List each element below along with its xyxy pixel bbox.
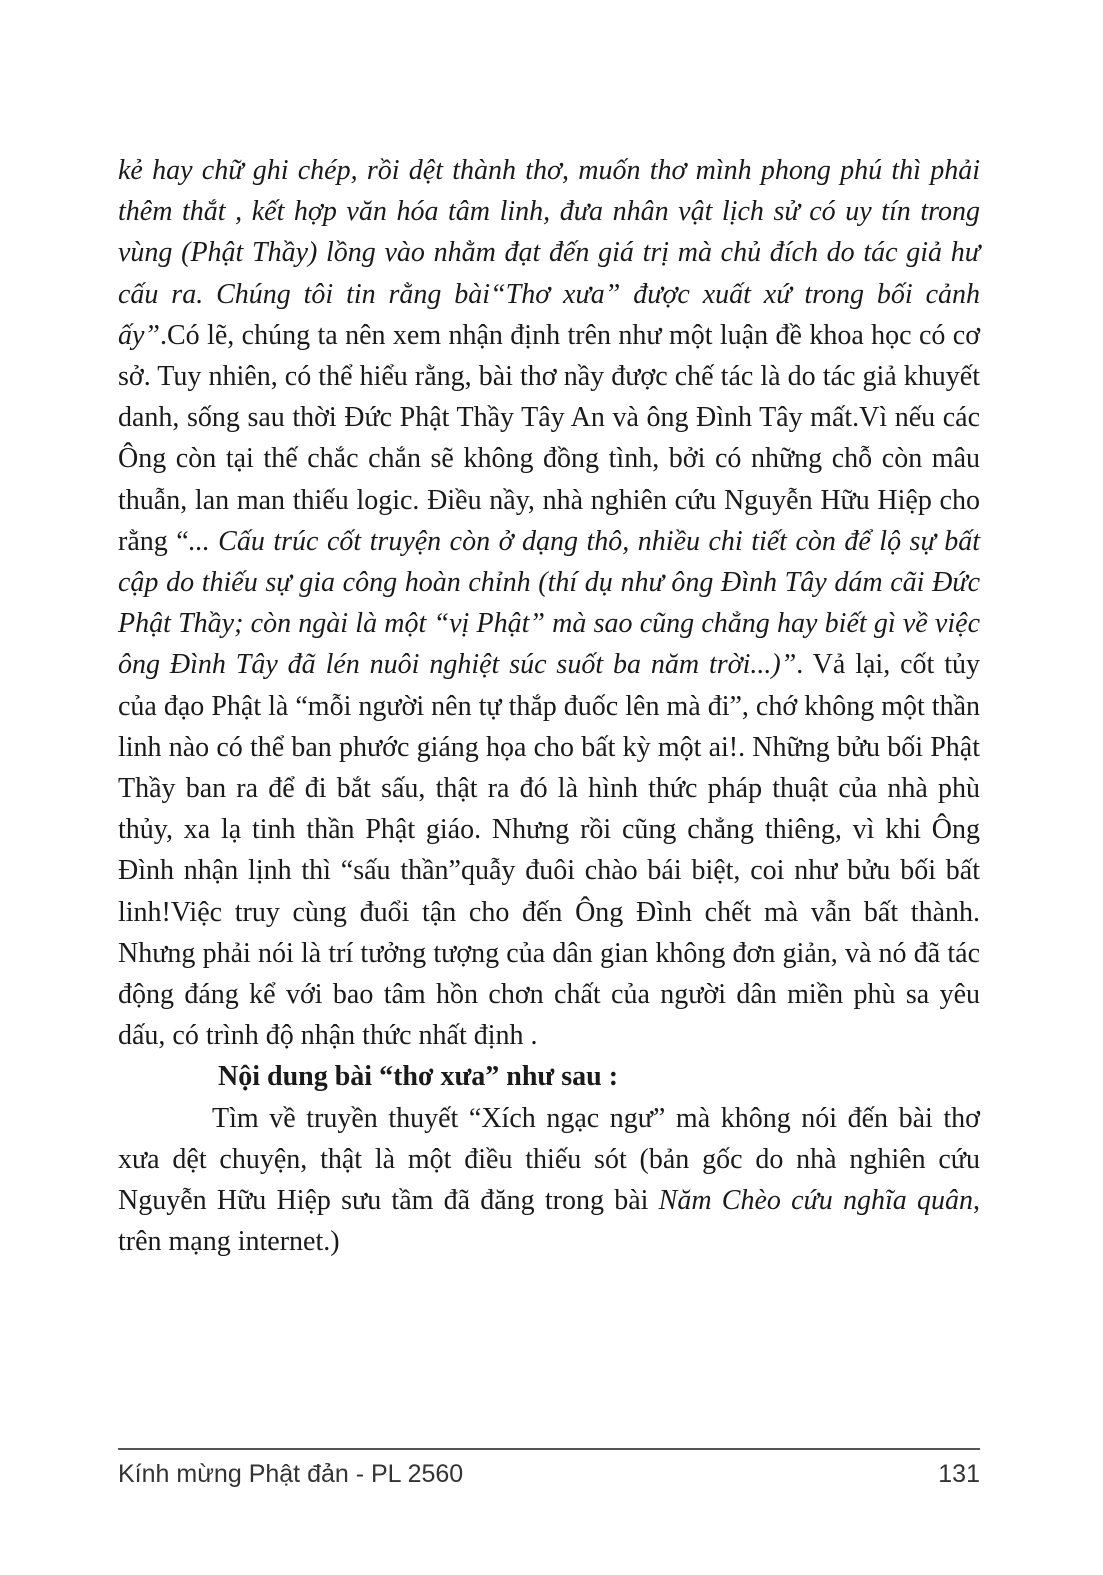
footer-divider xyxy=(118,1448,980,1450)
paragraph-intro xyxy=(118,1098,980,1263)
quote-text-1: kẻ hay chữ ghi chép, rồi dệt thành thơ, muốn thơ mình phong phú thì phải thêm thắt , kết hợp văn hóa tâm linh, đưa nhân vật lịch sử có uy tín trong vùng (Phật Thầy) lồng vào nhằm đạt đến giá trị mà chủ đích do tác giả hư cấu ra. Chúng tôi tin rằng bài“Thơ xưa” được xuất xứ trong bối cảnh ấy” xyxy=(118,155,980,351)
page-number: 131 xyxy=(938,1460,980,1488)
section-heading: Nội dung bài “thơ xưa” như sau : xyxy=(218,1061,619,1093)
intro-text-2: , trên mạng internet.) xyxy=(118,1185,981,1258)
article-title: Năm Chèo cứu nghĩa quân xyxy=(658,1185,974,1217)
page-body xyxy=(118,150,980,1262)
commentary-text-1: .Có lẽ, chúng ta nên xem nhận định trên như một luận đề khoa học có cơ sở. Tuy nhiên, có thể hiểu rằng, bài thơ nầy được chế tác là do tác giả khuyết danh, sống sau thời Đức Phật Thầy Tây An và ông Đình Tây mất.Vì nếu các Ông còn tại thế chắc chắn sẽ không đồng tình, bởi có những chỗ còn mâu thuẫn, lan man thiếu logic. Điều nầy, nhà nghiên cứu Nguyễn Hữu Hiệp cho rằng “ xyxy=(118,319,980,557)
quote-text-2: ... Cấu trúc cốt truyện còn ở dạng thô, nhiều chi tiết còn để lộ sự bất cập do thiếu sự gia công hoàn chỉnh (thí dụ như ông Đình Tây dám cãi Đức Phật Thầy; còn ngài là một “vị Phật” mà sao cũng chẳng hay biết gì về việc ông Đình Tây đã lén nuôi nghiệt súc suốt ba năm trời...)” xyxy=(118,525,980,681)
intro-text-1: Tìm về truyền thuyết “Xích ngạc ngư” mà không nói đến bài thơ xưa dệt chuyện, thật là một điều thiếu sót (bản gốc do nhà nghiên cứu Nguyễn Hữu Hiệp sưu tầm đã đăng trong bài xyxy=(118,1102,980,1217)
footer-title: Kính mừng Phật đản - PL 2560 xyxy=(118,1460,464,1488)
commentary-text-2: . Vả lại, cốt tủy của đạo Phật là “mỗi người nên tự thắp đuốc lên mà đi”, chớ không một thần linh nào có thể ban phước giáng họa cho bất kỳ một ai!. Những bửu bối Phật Thầy ban ra để đi bắt sấu, thật ra đó là hình thức pháp thuật của nhà phù thủy, xa lạ tinh thần Phật giáo. Nhưng rồi cũng chẳng thiêng, vì khi Ông Đình nhận lịnh thì “sấu thần”quẫy đuôi chào bái biệt, coi như bửu bối bất linh!Việc truy cùng đuổi tận cho đến Ông Đình chết mà vẫn bất thành. Nhưng phải nói là trí tưởng tượng của dân gian không đơn giản, và nó đã tác động đáng kể với bao tâm hồn chơn chất của người dân miền phù sa yêu dấu, có trình độ nhận thức nhất định . xyxy=(118,649,980,1052)
paragraph-quote-discussion xyxy=(118,150,980,1056)
